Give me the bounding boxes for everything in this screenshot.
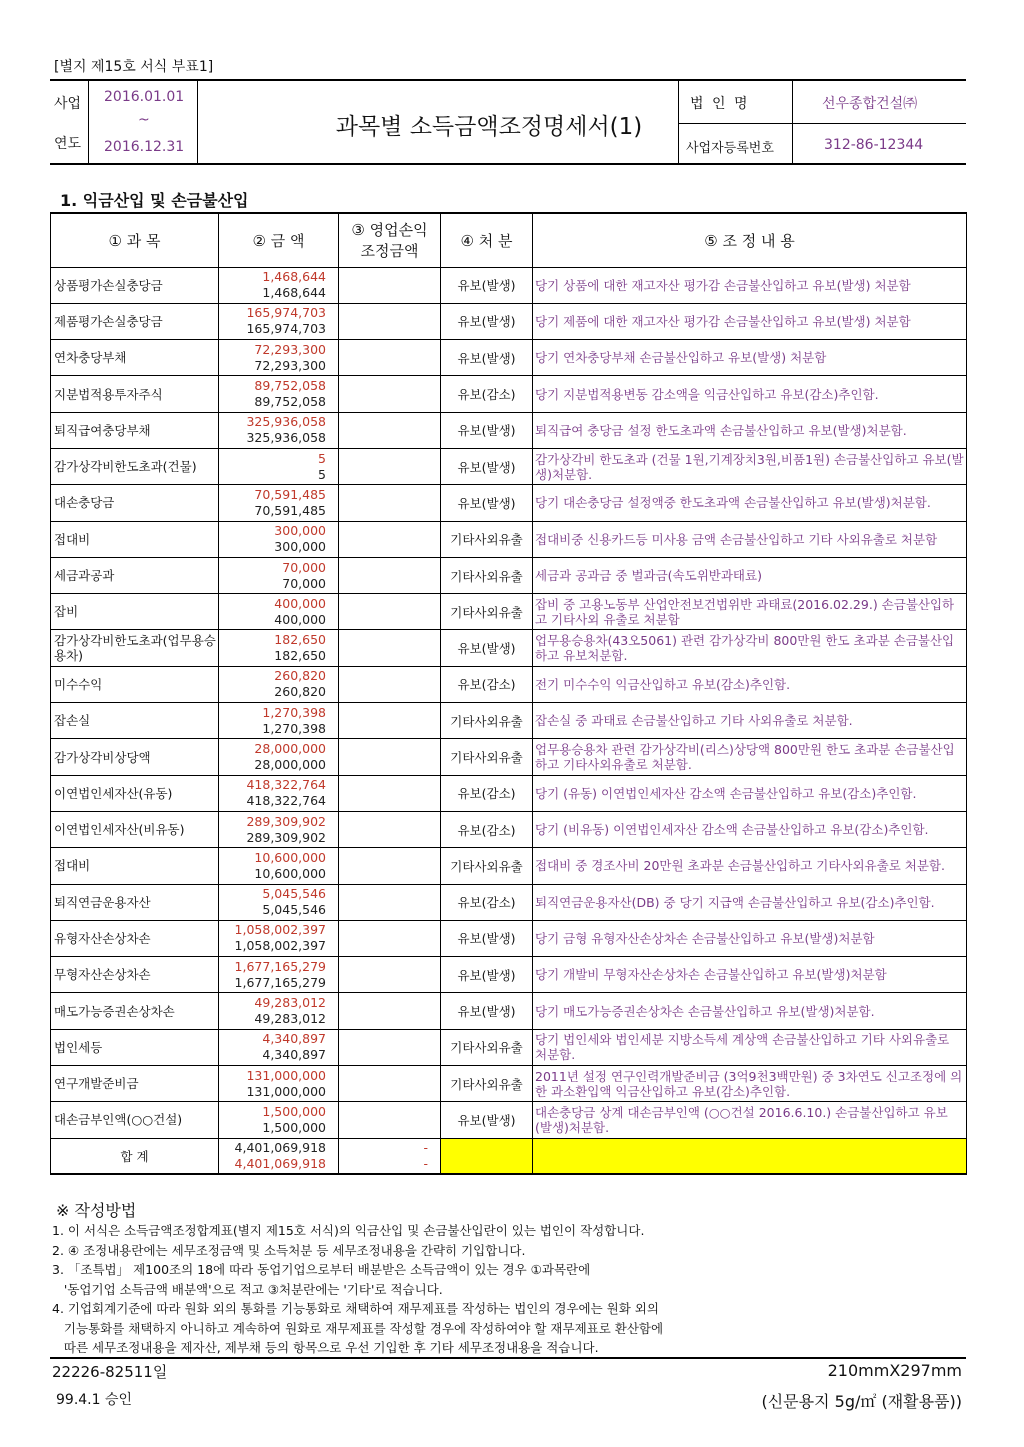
row-amount: 1,677,165,279 1,677,165,279 — [219, 957, 339, 993]
row-amount: 70,591,485 70,591,485 — [219, 485, 339, 521]
row-disposition: 유보(발생) — [441, 448, 533, 484]
row-disposition: 유보(감소) — [441, 666, 533, 702]
row-op-adj — [339, 340, 441, 376]
row-subject: 대손금부인액(○○건설) — [51, 1102, 219, 1138]
table-row — [51, 1102, 967, 1138]
row-amount: 260,820 260,820 — [219, 666, 339, 702]
row-content: 전기 미수수익 익금산입하고 유보(감소)추인함. — [533, 666, 967, 702]
total-op-adj: - - — [339, 1138, 441, 1174]
instruction-line: 1. 이 서식은 소득금액조정합계표(별지 제15호 서식)의 익금산입 및 손금불산입란이 있는 법인이 작성합니다. — [52, 1223, 645, 1238]
row-op-adj — [339, 993, 441, 1029]
period-tilde: ~ — [138, 112, 150, 128]
row-subject: 감가상각비한도초과(건물) — [51, 448, 219, 484]
row-amount: 325,936,058 325,936,058 — [219, 412, 339, 448]
row-subject: 퇴직연금운용자산 — [51, 884, 219, 920]
instruction-line: 3. 「조특법」 제100조의 18에 따라 동업기업으로부터 배분받은 소득금액이 있는 경우 ①과목란에 — [52, 1262, 591, 1277]
section-title: 1. 익금산입 및 손금불산입 — [60, 191, 249, 210]
table-row — [51, 848, 967, 884]
row-amount: 10,600,000 10,600,000 — [219, 848, 339, 884]
table-row — [51, 557, 967, 593]
table-row — [51, 376, 967, 412]
col-amount: ② 금 액 — [219, 213, 339, 267]
row-disposition: 기타사외유출 — [441, 521, 533, 557]
row-op-adj — [339, 666, 441, 702]
row-op-adj — [339, 521, 441, 557]
row-disposition: 유보(발생) — [441, 267, 533, 303]
reg-label: 사업자등록번호 — [686, 141, 774, 156]
row-amount: 49,283,012 49,283,012 — [219, 993, 339, 1029]
row-op-adj — [339, 811, 441, 847]
row-subject: 무형자산손상차손 — [51, 957, 219, 993]
period-start: 2016.01.01 — [104, 89, 185, 105]
row-content: 접대비중 신용카드등 미사용 금액 손금불산입하고 기타 사외유출로 처분함 — [533, 521, 967, 557]
row-op-adj — [339, 303, 441, 339]
col-subject: ① 과 목 — [51, 213, 219, 267]
table-row — [51, 448, 967, 484]
row-amount: 1,500,000 1,500,000 — [219, 1102, 339, 1138]
row-content: 당기 개발비 무형자산손상차손 손금불산입하고 유보(발생)처분함 — [533, 957, 967, 993]
instruction-line: 2. ④ 조정내용란에는 세무조정금액 및 소득처분 등 세무조정내용을 간략히 기입합니다. — [52, 1242, 526, 1258]
total-content — [533, 1138, 967, 1174]
table-row — [51, 739, 967, 775]
row-content: 당기 매도가능증권손상차손 손금불산입하고 유보(발생)처분함. — [533, 993, 967, 1029]
row-op-adj — [339, 1102, 441, 1138]
row-content: 잡비 중 고용노동부 산업안전보건법위반 과태료(2016.02.29.) 손금불산입하고 기타사외 유출로 처분함 — [533, 594, 967, 630]
row-disposition: 유보(발생) — [441, 920, 533, 956]
reg-no: 312-86-12344 — [824, 137, 924, 153]
table-row — [51, 340, 967, 376]
row-content: 2011년 설정 연구인력개발준비금 (3억9천3백만원) 중 3차연도 신고조정에 의한 과소환입액 익금산입하고 유보(감소)추인함. — [533, 1066, 967, 1102]
row-amount: 1,270,398 1,270,398 — [219, 703, 339, 739]
total-disposition — [441, 1138, 533, 1174]
adjustment-table — [50, 212, 967, 1175]
instruction-line: 4. 기업회계기준에 따라 원화 외의 통화를 기능통화로 채택하여 재무제표를 작성하는 법인의 경우에는 원화 외의 — [52, 1301, 659, 1316]
row-op-adj — [339, 957, 441, 993]
table-row — [51, 1029, 967, 1065]
instruction-line: 기능통화를 채택하지 아니하고 계속하여 원화로 재무제표를 작성할 경우에 작성하여야 할 재무제표로 환산함에 — [52, 1320, 664, 1336]
row-subject: 지분법적용투자주식 — [51, 376, 219, 412]
row-content: 감가상각비 한도초과 (건물 1원,기계장치3원,비품1원) 손금불산입하고 유보(발생)처분함. — [533, 448, 967, 484]
row-content: 당기 대손충당금 설정액중 한도초과액 손금불산입하고 유보(발생)처분함. — [533, 485, 967, 521]
row-disposition: 유보(감소) — [441, 811, 533, 847]
row-amount: 400,000 400,000 — [219, 594, 339, 630]
row-op-adj — [339, 557, 441, 593]
col-op-adj: ③ 영업손익 조정금액 — [339, 213, 441, 267]
row-disposition: 유보(발생) — [441, 630, 533, 666]
row-amount: 1,058,002,397 1,058,002,397 — [219, 920, 339, 956]
row-content: 당기 제품에 대한 재고자산 평가감 손금불산입하고 유보(발생) 처분함 — [533, 303, 967, 339]
row-subject: 상품평가손실충당금 — [51, 267, 219, 303]
row-op-adj — [339, 448, 441, 484]
instruction-line: 따른 세무조정내용을 제자산, 제부채 등의 항목으로 우선 기입한 후 기타 세무조정내용을 적습니다. — [52, 1340, 599, 1355]
row-op-adj — [339, 739, 441, 775]
total-row — [51, 1138, 967, 1174]
row-op-adj — [339, 594, 441, 630]
row-subject: 이연법인세자산(비유동) — [51, 811, 219, 847]
row-op-adj — [339, 630, 441, 666]
footer-divider — [50, 1357, 966, 1359]
instruction-line: '동업기업 소득금액 배분액'으로 적고 ③처분란에는 '기타'로 적습니다. — [52, 1281, 443, 1297]
row-subject: 세금과공과 — [51, 557, 219, 593]
row-amount: 131,000,000 131,000,000 — [219, 1066, 339, 1102]
table-row — [51, 303, 967, 339]
footer-approval: 99.4.1 승인 — [56, 1392, 133, 1408]
row-disposition: 유보(발생) — [441, 303, 533, 339]
row-disposition: 유보(발생) — [441, 1102, 533, 1138]
table-row — [51, 884, 967, 920]
table-row — [51, 267, 967, 303]
row-op-adj — [339, 485, 441, 521]
table-row — [51, 412, 967, 448]
row-subject: 매도가능증권손상차손 — [51, 993, 219, 1029]
row-op-adj — [339, 775, 441, 811]
row-amount: 300,000 300,000 — [219, 521, 339, 557]
row-disposition: 유보(감소) — [441, 884, 533, 920]
row-amount: 1,468,644 1,468,644 — [219, 267, 339, 303]
row-op-adj — [339, 1029, 441, 1065]
row-amount: 70,000 70,000 — [219, 557, 339, 593]
row-subject: 연구개발준비금 — [51, 1066, 219, 1102]
row-op-adj — [339, 848, 441, 884]
table-row — [51, 811, 967, 847]
corp-name: 선우종합건설㈜ — [822, 96, 918, 112]
row-op-adj — [339, 1066, 441, 1102]
row-subject: 이연법인세자산(유동) — [51, 775, 219, 811]
row-disposition: 기타사외유출 — [441, 557, 533, 593]
page-title: 과목별 소득금액조정명세서(1) — [335, 113, 643, 140]
row-content: 당기 법인세와 법인세분 지방소득세 계상액 손금불산입하고 기타 사외유출로 처분함. — [533, 1029, 967, 1065]
row-content: 당기 (비유동) 이연법인세자산 감소액 손금불산입하고 유보(감소)추인함. — [533, 811, 967, 847]
table-row — [51, 630, 967, 666]
row-content: 퇴직급여 충당금 설정 한도초과액 손금불산입하고 유보(발생)처분함. — [533, 412, 967, 448]
table-row — [51, 957, 967, 993]
corp-label: 법 인 명 — [690, 96, 750, 112]
row-content: 퇴직연금운용자산(DB) 중 당기 지급액 손금불산입하고 유보(감소)추인함. — [533, 884, 967, 920]
row-disposition: 유보(발생) — [441, 957, 533, 993]
row-disposition: 유보(감소) — [441, 775, 533, 811]
row-subject: 감가상각비상당액 — [51, 739, 219, 775]
period-label-1: 사업 — [54, 96, 82, 112]
header-box — [50, 79, 966, 165]
table-row — [51, 485, 967, 521]
row-content: 접대비 중 경조사비 20만원 초과분 손금불산입하고 기타사외유출로 처분함. — [533, 848, 967, 884]
row-op-adj — [339, 376, 441, 412]
row-op-adj — [339, 267, 441, 303]
row-content: 당기 금형 유형자산손상차손 손금불산입하고 유보(발생)처분함 — [533, 920, 967, 956]
col-disposition: ④ 처 분 — [441, 213, 533, 267]
row-disposition: 유보(발생) — [441, 993, 533, 1029]
row-op-adj — [339, 920, 441, 956]
col-content: ⑤ 조 정 내 용 — [533, 213, 967, 267]
row-op-adj — [339, 884, 441, 920]
row-subject: 법인세등 — [51, 1029, 219, 1065]
table-row — [51, 666, 967, 702]
footer-paper: (신문용지 5g/㎡ (재활용품)) — [761, 1392, 962, 1411]
table-row — [51, 703, 967, 739]
row-disposition: 기타사외유출 — [441, 1029, 533, 1065]
row-subject: 퇴직급여충당부채 — [51, 412, 219, 448]
row-op-adj — [339, 412, 441, 448]
row-disposition: 유보(발생) — [441, 340, 533, 376]
row-amount: 89,752,058 89,752,058 — [219, 376, 339, 412]
row-content: 업무용승용차(43오5061) 관련 감가상각비 800만원 한도 초과분 손금불산입하고 유보처분함. — [533, 630, 967, 666]
row-amount: 182,650 182,650 — [219, 630, 339, 666]
row-disposition: 유보(감소) — [441, 376, 533, 412]
row-disposition: 기타사외유출 — [441, 594, 533, 630]
row-amount: 28,000,000 28,000,000 — [219, 739, 339, 775]
row-subject: 잡비 — [51, 594, 219, 630]
row-content: 세금과 공과금 중 벌과금(속도위반과태료) — [533, 557, 967, 593]
row-subject: 접대비 — [51, 521, 219, 557]
period-end: 2016.12.31 — [104, 139, 185, 155]
row-subject: 미수수익 — [51, 666, 219, 702]
footer-size: 210mmX297mm — [827, 1361, 962, 1380]
row-subject: 연차충당부채 — [51, 340, 219, 376]
row-content: 업무용승용차 관련 감가상각비(리스)상당액 800만원 한도 초과분 손금불산입하고 기타사외유출로 처분함. — [533, 739, 967, 775]
table-row — [51, 521, 967, 557]
period-label-2: 연도 — [54, 136, 82, 152]
total-amount: 4,401,069,918 4,401,069,918 — [219, 1138, 339, 1174]
instructions-title: ※ 작성방법 — [56, 1201, 137, 1220]
row-subject: 대손충당금 — [51, 485, 219, 521]
row-amount: 289,309,902 289,309,902 — [219, 811, 339, 847]
row-content: 당기 (유동) 이연법인세자산 감소액 손금불산입하고 유보(감소)추인함. — [533, 775, 967, 811]
row-content: 당기 상품에 대한 재고자산 평가감 손금불산입하고 유보(발생) 처분함 — [533, 267, 967, 303]
row-disposition: 기타사외유출 — [441, 1066, 533, 1102]
table-row — [51, 775, 967, 811]
row-amount: 165,974,703 165,974,703 — [219, 303, 339, 339]
row-disposition: 유보(발생) — [441, 412, 533, 448]
row-amount: 5,045,546 5,045,546 — [219, 884, 339, 920]
row-amount: 5 5 — [219, 448, 339, 484]
row-amount: 72,293,300 72,293,300 — [219, 340, 339, 376]
row-op-adj — [339, 703, 441, 739]
row-subject: 유형자산손상차손 — [51, 920, 219, 956]
total-label: 합 계 — [51, 1138, 219, 1174]
table-row — [51, 993, 967, 1029]
row-amount: 4,340,897 4,340,897 — [219, 1029, 339, 1065]
row-disposition: 기타사외유출 — [441, 848, 533, 884]
table-row — [51, 594, 967, 630]
table-row — [51, 920, 967, 956]
row-disposition: 기타사외유출 — [441, 703, 533, 739]
row-content: 대손충당금 상계 대손금부인액 (○○건설 2016.6.10.) 손금불산입하고 유보(발생)처분함. — [533, 1102, 967, 1138]
row-disposition: 기타사외유출 — [441, 739, 533, 775]
row-content: 당기 연차충당부채 손금불산입하고 유보(발생) 처분함 — [533, 340, 967, 376]
row-subject: 잡손실 — [51, 703, 219, 739]
row-subject: 감가상각비한도초과(업무용승용차) — [51, 630, 219, 666]
form-id: [별지 제15호 서식 부표1] — [54, 59, 214, 75]
row-content: 잡손실 중 과태료 손금불산입하고 기타 사외유출로 처분함. — [533, 703, 967, 739]
table-row — [51, 1066, 967, 1102]
row-subject: 제품평가손실충당금 — [51, 303, 219, 339]
footer-code: 22226-82511일 — [52, 1363, 168, 1381]
row-disposition: 유보(발생) — [441, 485, 533, 521]
row-subject: 접대비 — [51, 848, 219, 884]
row-amount: 418,322,764 418,322,764 — [219, 775, 339, 811]
row-content: 당기 지분법적용변동 감소액을 익금산입하고 유보(감소)추인함. — [533, 376, 967, 412]
